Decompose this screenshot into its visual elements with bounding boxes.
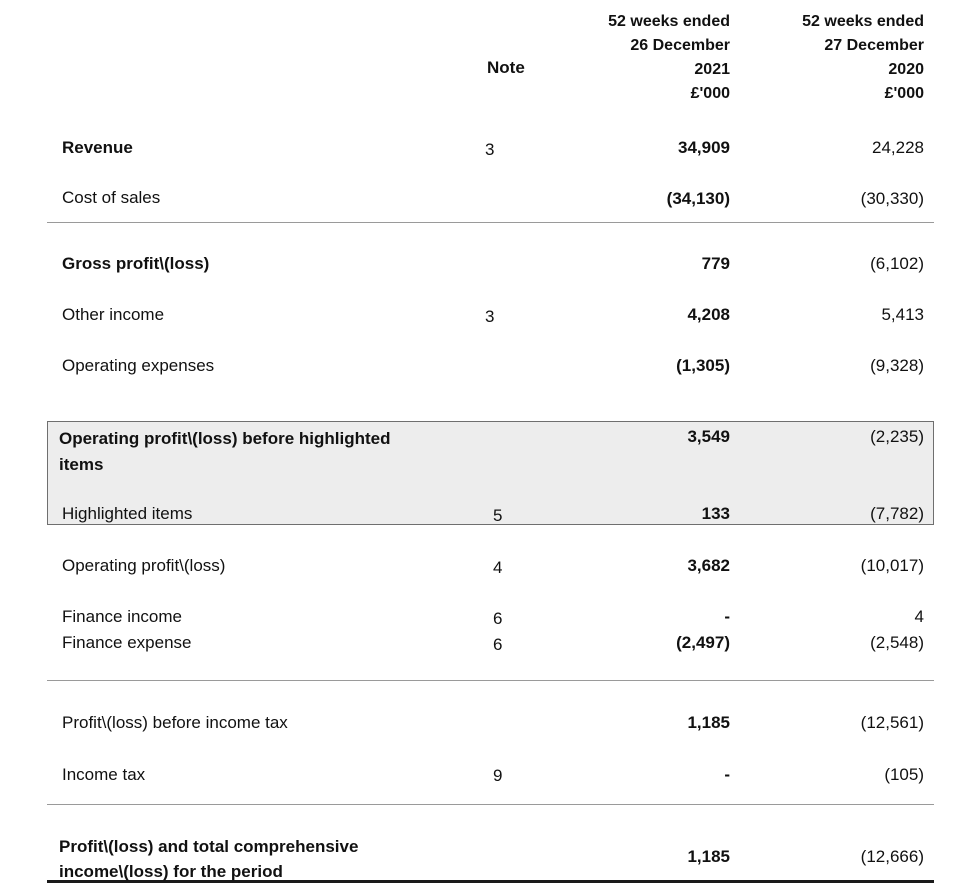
col-2021-header-line: 26 December [630,37,730,54]
col-2020-header-line: £'000 [884,85,924,102]
row-value-2021: (1,305) [676,356,730,375]
row-value-2020: (12,561) [860,713,924,732]
row-label: Cost of sales [62,188,161,207]
col-2020-header-line: 27 December [824,37,924,54]
row-label: Finance expense [62,633,192,652]
row-label: Gross profit\(loss) [62,254,210,273]
row-label-line: Operating profit\(loss) before highlighted [59,429,391,448]
col-2020-header-line: 52 weeks ended [802,13,924,30]
divider-pbt [47,680,934,681]
row-label-line: items [59,455,104,474]
row-label: Other income [62,305,165,324]
row-value-2021: (2,497) [676,633,730,652]
row-value-2021: 3,682 [687,556,730,575]
row-value-2021: 133 [701,504,730,523]
divider-total [47,804,934,805]
row-value-2021: 4,208 [687,305,730,324]
row-value-2020: 24,228 [872,138,924,157]
col-2020-header [802,10,924,106]
row-value-2021: 1,185 [687,713,730,732]
row-value-2021: 34,909 [678,138,730,157]
col-2021-header-line: £'000 [690,85,730,102]
row-value-2020: (2,235) [870,427,924,446]
row-label: Income tax [62,765,146,784]
row-label: Operating expenses [62,356,215,375]
row-value-2020: (30,330) [860,189,924,208]
row-value-2020: (9,328) [870,356,924,375]
row-value-2020: (12,666) [860,847,924,866]
row-label-line: income\(loss) for the period [59,862,283,881]
row-note: 4 [493,558,503,577]
row-value-2021: - [724,765,730,784]
row-value-2021: (34,130) [666,189,730,208]
row-label-line: Profit\(loss) and total comprehensive [59,837,359,856]
row-label: Profit\(loss) before income tax [62,713,288,732]
row-note: 6 [493,609,503,628]
row-label [59,426,391,478]
row-label: Operating profit\(loss) [62,556,226,575]
col-2020-header-line: 2020 [888,61,924,78]
row-value-2020: 5,413 [881,305,924,324]
row-note: 3 [485,140,495,159]
row-label: Revenue [62,138,133,157]
row-note: 5 [493,506,503,525]
row-value-2021: 779 [701,254,730,273]
row-note: 6 [493,635,503,654]
row-value-2021: - [724,607,730,626]
col-2021-header-line: 2021 [694,61,730,78]
row-label [59,834,358,884]
row-value-2020: (7,782) [870,504,924,523]
note-header: Note [487,58,525,77]
row-value-2021: 3,549 [687,427,730,446]
row-note: 3 [485,307,495,326]
divider-gross [47,222,934,223]
row-value-2021: 1,185 [687,847,730,866]
row-value-2020: (105) [884,765,924,784]
row-value-2020: (6,102) [870,254,924,273]
highlight-divider [47,524,934,525]
row-label: Highlighted items [62,504,193,523]
row-value-2020: 4 [914,607,924,626]
row-value-2020: (10,017) [860,556,924,575]
col-2021-header [608,10,730,106]
row-value-2020: (2,548) [870,633,924,652]
row-note: 9 [493,766,503,785]
row-label: Finance income [62,607,183,626]
col-2021-header-line: 52 weeks ended [608,13,730,30]
